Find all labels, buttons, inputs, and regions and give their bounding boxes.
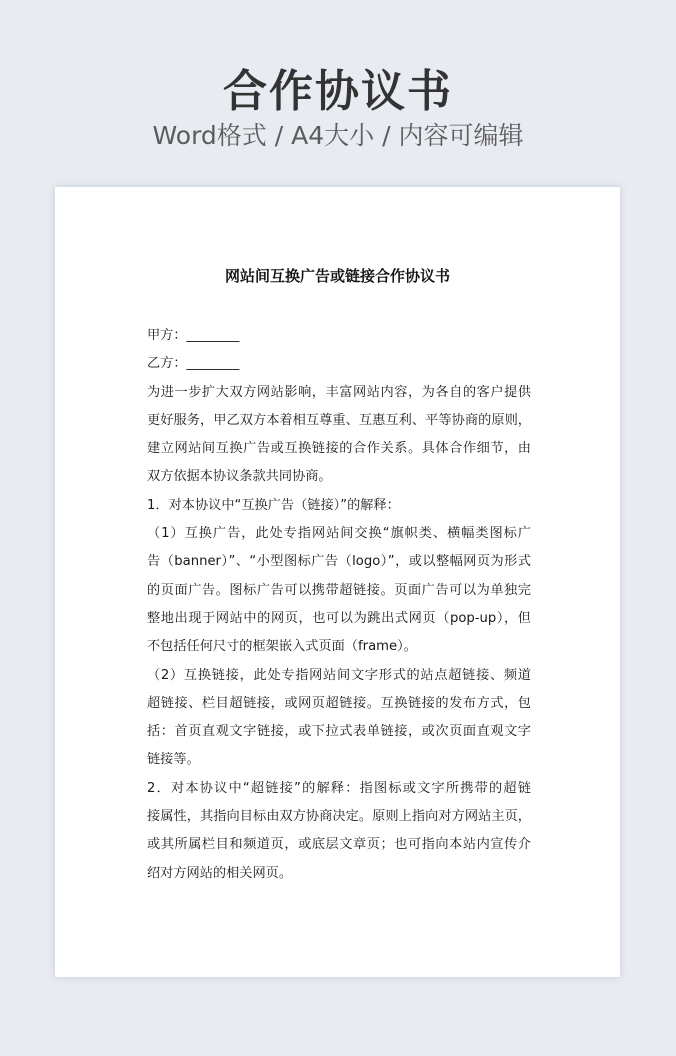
text-line: 括：首页直观文字链接，或下拉式表单链接，或次页面直观文字 — [147, 724, 531, 740]
hero-title: 合作协议书 — [223, 66, 453, 117]
text-line: 或其所属栏目和频道页，或底层文章页；也可指向本站内宣传介 — [147, 837, 531, 853]
text-line: 不包括任何尺寸的框架嵌入式页面（frame）。 — [147, 639, 417, 655]
text-line: 更好服务，甲乙双方本着相互尊重、互惠互利、平等协商的原则， — [147, 412, 531, 428]
text-line: 接属性，其指向目标由双方协商决定。原则上指向对方网站主页， — [147, 809, 531, 825]
paragraph-clause-1-1 — [147, 520, 531, 661]
text-line: 超链接、栏目超链接，或网页超链接。互换链接的发布方式，包 — [147, 695, 531, 711]
text-line: 建立网站间互换广告或互换链接的合作关系。具体合作细节，由 — [147, 441, 531, 457]
text-line: 为进一步扩大双方网站影响，丰富网站内容，为各自的客户提供 — [147, 384, 531, 400]
document-body — [147, 322, 531, 888]
paragraph-intro — [147, 379, 531, 492]
paragraph-clause-2 — [147, 775, 531, 888]
text-line: 的页面广告。图标广告可以携带超链接。页面广告可以为单独完 — [147, 582, 531, 598]
text-line: 链接等。 — [147, 752, 200, 768]
text-line: 双方依据本协议条款共同协商。 — [147, 469, 332, 485]
text-line: 1．对本协议中“互换广告（链接）”的解释： — [147, 497, 400, 513]
party-a-line: 甲方：________ — [147, 328, 240, 343]
text-line: 2．对本协议中“超链接”的解释：指图标或文字所携带的超链 — [147, 780, 531, 796]
text-line: （1）互换广告，此处专指网站间交换“旗帜类、横幅类图标广 — [147, 526, 531, 542]
text-line: 告（banner）”、“小型图标广告（logo）”，或以整幅网页为形式 — [147, 554, 531, 570]
party-b-line: 乙方：________ — [147, 356, 240, 372]
document-title: 网站间互换广告或链接合作协议书 — [224, 267, 450, 285]
document-page — [55, 187, 620, 977]
text-line: 整地出现于网站中的网页，也可以为跳出式网页（pop-up），但 — [147, 610, 531, 626]
text-line: （2）互换链接，此处专指网站间文字形式的站点超链接、频道 — [147, 667, 531, 683]
paragraph-clause-1-2 — [147, 662, 531, 775]
paragraph-clause-1-heading — [147, 492, 531, 520]
text-line: 绍对方网站的相关网页。 — [147, 865, 293, 881]
hero-subtitle: Word格式 / A4大小 / 内容可编辑 — [152, 121, 524, 150]
